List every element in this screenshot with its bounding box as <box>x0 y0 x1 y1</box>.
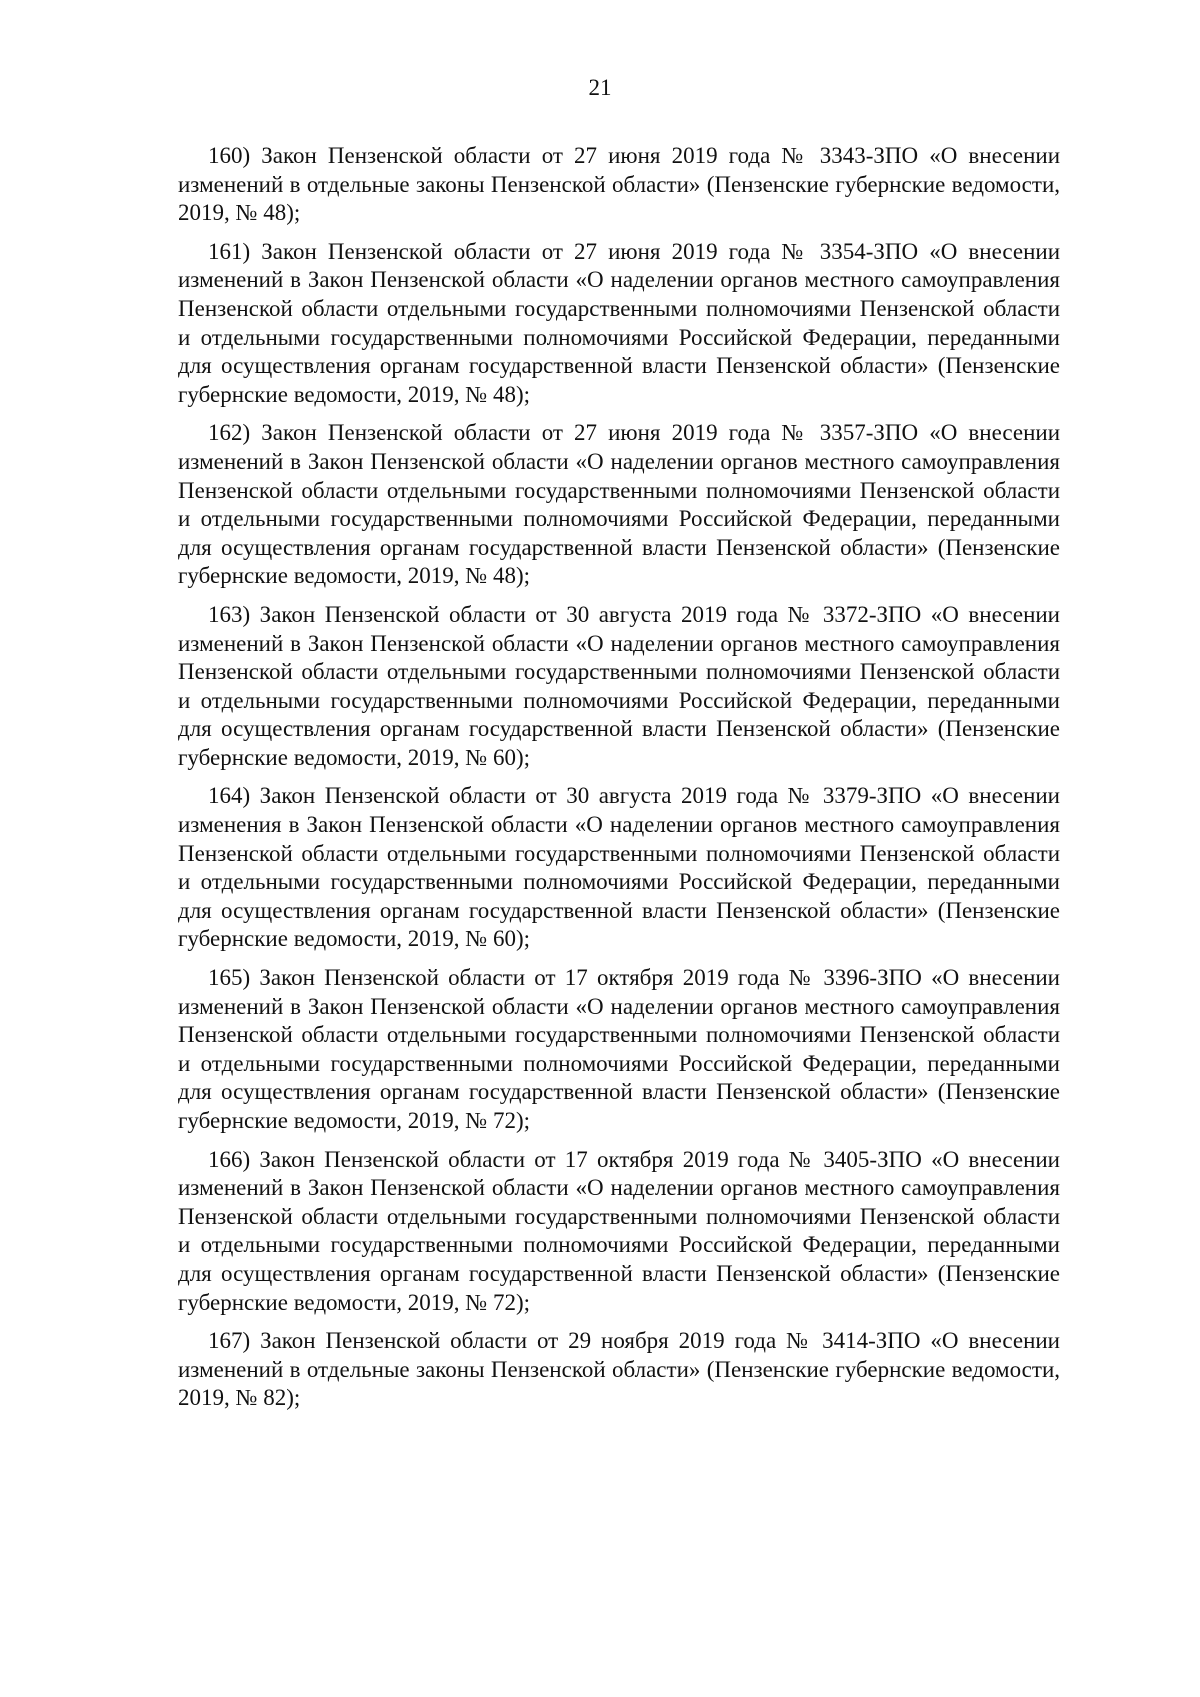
list-item-163: 163) Закон Пензенской области от 30 августа 2019 года № 3372-ЗПО «О внесении изменений в Закон Пензенской области «О наделении органов местного самоуправления Пензенской области отдельными государственными полномочиями Пензенской области и отдельными государственными полномочиями Российской Федерации, переданными для осуществления органам государственной власти Пензенской области» (Пензенские губернские ведомости, 2019, № 60); <box>178 601 1060 770</box>
list-item-164: 164) Закон Пензенской области от 30 августа 2019 года № 3379-ЗПО «О внесении изменения в Закон Пензенской области «О наделении органов местного самоуправления Пензенской области отдельными государственными полномочиями Пензенской области и отдельными государственными полномочиями Российской Федерации, переданными для осуществления органам государственной власти Пензенской области» (Пензенские губернские ведомости, 2019, № 60); <box>178 783 1060 952</box>
list-item-162: 162) Закон Пензенской области от 27 июня 2019 года № 3357-ЗПО «О внесении изменений в Закон Пензенской области «О наделении органов местного самоуправления Пензенской области отдельными государственными полномочиями Пензенской области и отдельными государственными полномочиями Российской Федерации, переданными для осуществления органам государственной власти Пензенской области» (Пензенские губернские ведомости, 2019, № 48); <box>178 420 1060 589</box>
list-item-167: 167) Закон Пензенской области от 29 ноября 2019 года № 3414-ЗПО «О внесении изменений в отдельные законы Пензенской области» (Пензенские губернские ведомости, 2019, № 82); <box>178 1328 1060 1411</box>
list-item-161: 161) Закон Пензенской области от 27 июня 2019 года № 3354-ЗПО «О внесении изменений в Закон Пензенской области «О наделении органов местного самоуправления Пензенской области отдельными государственными полномочиями Пензенской области и отдельными государственными полномочиями Российской Федерации, переданными для осуществления органам государственной власти Пензенской области» (Пензенские губернские ведомости, 2019, № 48); <box>178 238 1060 407</box>
list-item-165: 165) Закон Пензенской области от 17 октября 2019 года № 3396-ЗПО «О внесении изменений в Закон Пензенской области «О наделении органов местного самоуправления Пензенской области отдельными государственными полномочиями Пензенской области и отдельными государственными полномочиями Российской Федерации, переданными для осуществления органам государственной власти Пензенской области» (Пензенские губернские ведомости, 2019, № 72); <box>178 965 1060 1133</box>
list-item-160: 160) Закон Пензенской области от 27 июня 2019 года № 3343-ЗПО «О внесении изменений в отдельные законы Пензенской области» (Пензенские губернские ведомости, 2019, № 48); <box>178 143 1060 226</box>
page-number: 21 <box>588 75 612 100</box>
list-item-166: 166) Закон Пензенской области от 17 октября 2019 года № 3405-ЗПО «О внесении изменений в Закон Пензенской области «О наделении органов местного самоуправления Пензенской области отдельными государственными полномочиями Пензенской области и отдельными государственными полномочиями Российской Федерации, переданными для осуществления органам государственной власти Пензенской области» (Пензенские губернские ведомости, 2019, № 72); <box>178 1146 1060 1315</box>
law-list <box>178 142 1060 1423</box>
